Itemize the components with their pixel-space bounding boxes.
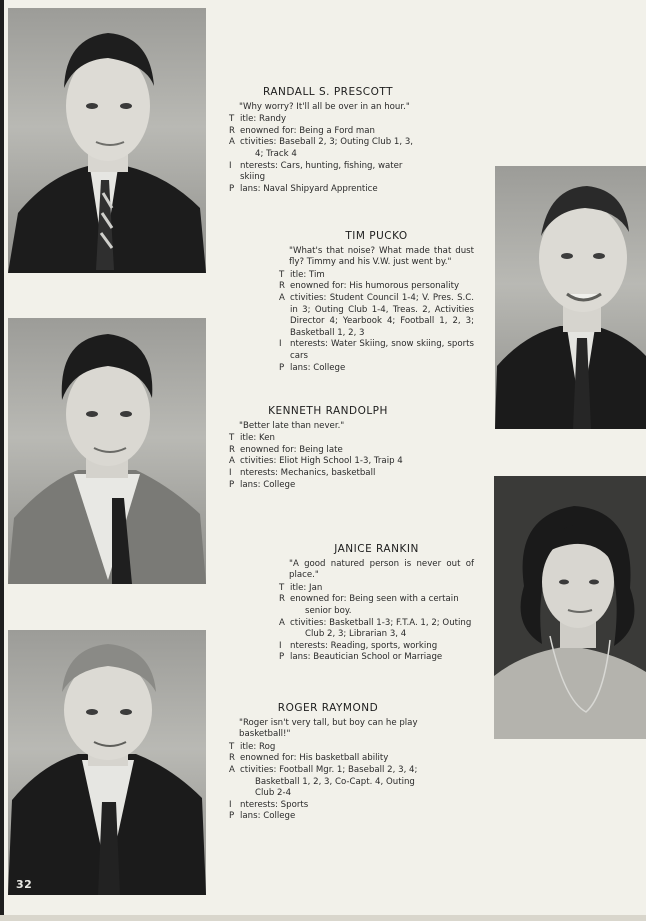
renowned-field: R enowned for: His basketball ability [229,753,389,764]
activities-field: A ctivities: Football Mgr. 1; Baseball 2, 3, 4; [229,764,418,775]
interests-field: I nterests: Sports [229,799,309,810]
student-quote: "What's that noise? What made that dust fly? Timmy and his V.W. just went by." [289,245,474,268]
student-name: ROGER RAYMOND [277,702,379,714]
portrait-photo-pucko [495,166,646,429]
interests-field: I nterests: Cars, hunting, fishing, water skiing [229,160,403,183]
activities-field-continued: Club 2, 3; Librarian 3, 4 [305,629,407,640]
title-field: T itle: Jan [279,582,323,593]
portrait-photo-rankin [494,476,646,739]
student-entry-pucko [279,231,474,374]
plans-field: P lans: College [279,362,346,373]
student-entry-prescott [229,87,427,195]
activities-field: A ctivities: Eliot High School 1-3, Traip 4 [229,456,403,467]
renowned-field: R enowned for: Being late [229,444,343,455]
plans-field: P lans: Naval Shipyard Apprentice [229,183,378,194]
student-name: TIM PUCKO [345,230,408,242]
activities-field: A ctivities: Basketball 1-3; F.T.A. 1, 2; Outing [279,617,472,628]
title-field: T itle: Tim [279,269,325,280]
student-quote: "Roger isn't very tall, but boy can he play basketball!" [239,717,418,740]
student-name: JANICE RANKIN [334,543,419,555]
activities-field-continued: Basketball 1, 2, 3, Co-Capt. 4, Outing Club 2-4 [255,776,415,799]
renowned-field: R enowned for: His humorous personality [279,281,460,292]
student-entry-randolph [229,406,427,491]
student-quote: "A good natured person is never out of place." [289,558,474,581]
title-field: T itle: Ken [229,433,275,444]
plans-field: P lans: College [229,811,296,822]
plans-field: P lans: College [229,479,296,490]
student-name: RANDALL S. PRESCOTT [262,86,394,98]
student-entry-raymond [229,703,427,823]
renowned-field: R enowned for: Being a Ford man [229,125,375,136]
renowned-field-continued: senior boy. [305,605,352,616]
page-bottom-edge [0,915,646,921]
portrait-photo-prescott [8,8,206,273]
portrait-photo-randolph [8,318,206,584]
activities-field: A ctivities: Baseball 2, 3; Outing Club 1, 3, [229,137,414,148]
page-number: 32 [16,878,33,891]
title-field: T itle: Rog [229,741,276,752]
student-quote: "Better late than never." [239,420,345,431]
student-quote: "Why worry? It'll all be over in an hour." [239,101,410,112]
activities-field-continued: 4; Track 4 [255,148,297,159]
interests-field: I nterests: Mechanics, basketball [229,467,376,478]
student-entry-rankin [279,544,474,664]
activities-field: A ctivities: Student Council 1-4; V. Pres. S.C. in 3; Outing Club 1-4, Treas. 2, Activities Director 4; Yearbook 4; Football 1, 2, 3; Basketball 1, 2, 3 [279,292,474,338]
renowned-field: R enowned for: Being seen with a certain [279,594,459,605]
title-field: T itle: Randy [229,114,287,125]
page-binding-edge [0,0,4,921]
plans-field: P lans: Beautician School or Marriage [279,652,443,663]
student-name: KENNETH RANDOLPH [268,405,388,417]
portrait-photo-raymond [8,630,206,895]
interests-field: I nterests: Reading, sports, working [279,640,438,651]
interests-field: I nterests: Water Skiing, snow skiing, sports cars [279,339,474,361]
